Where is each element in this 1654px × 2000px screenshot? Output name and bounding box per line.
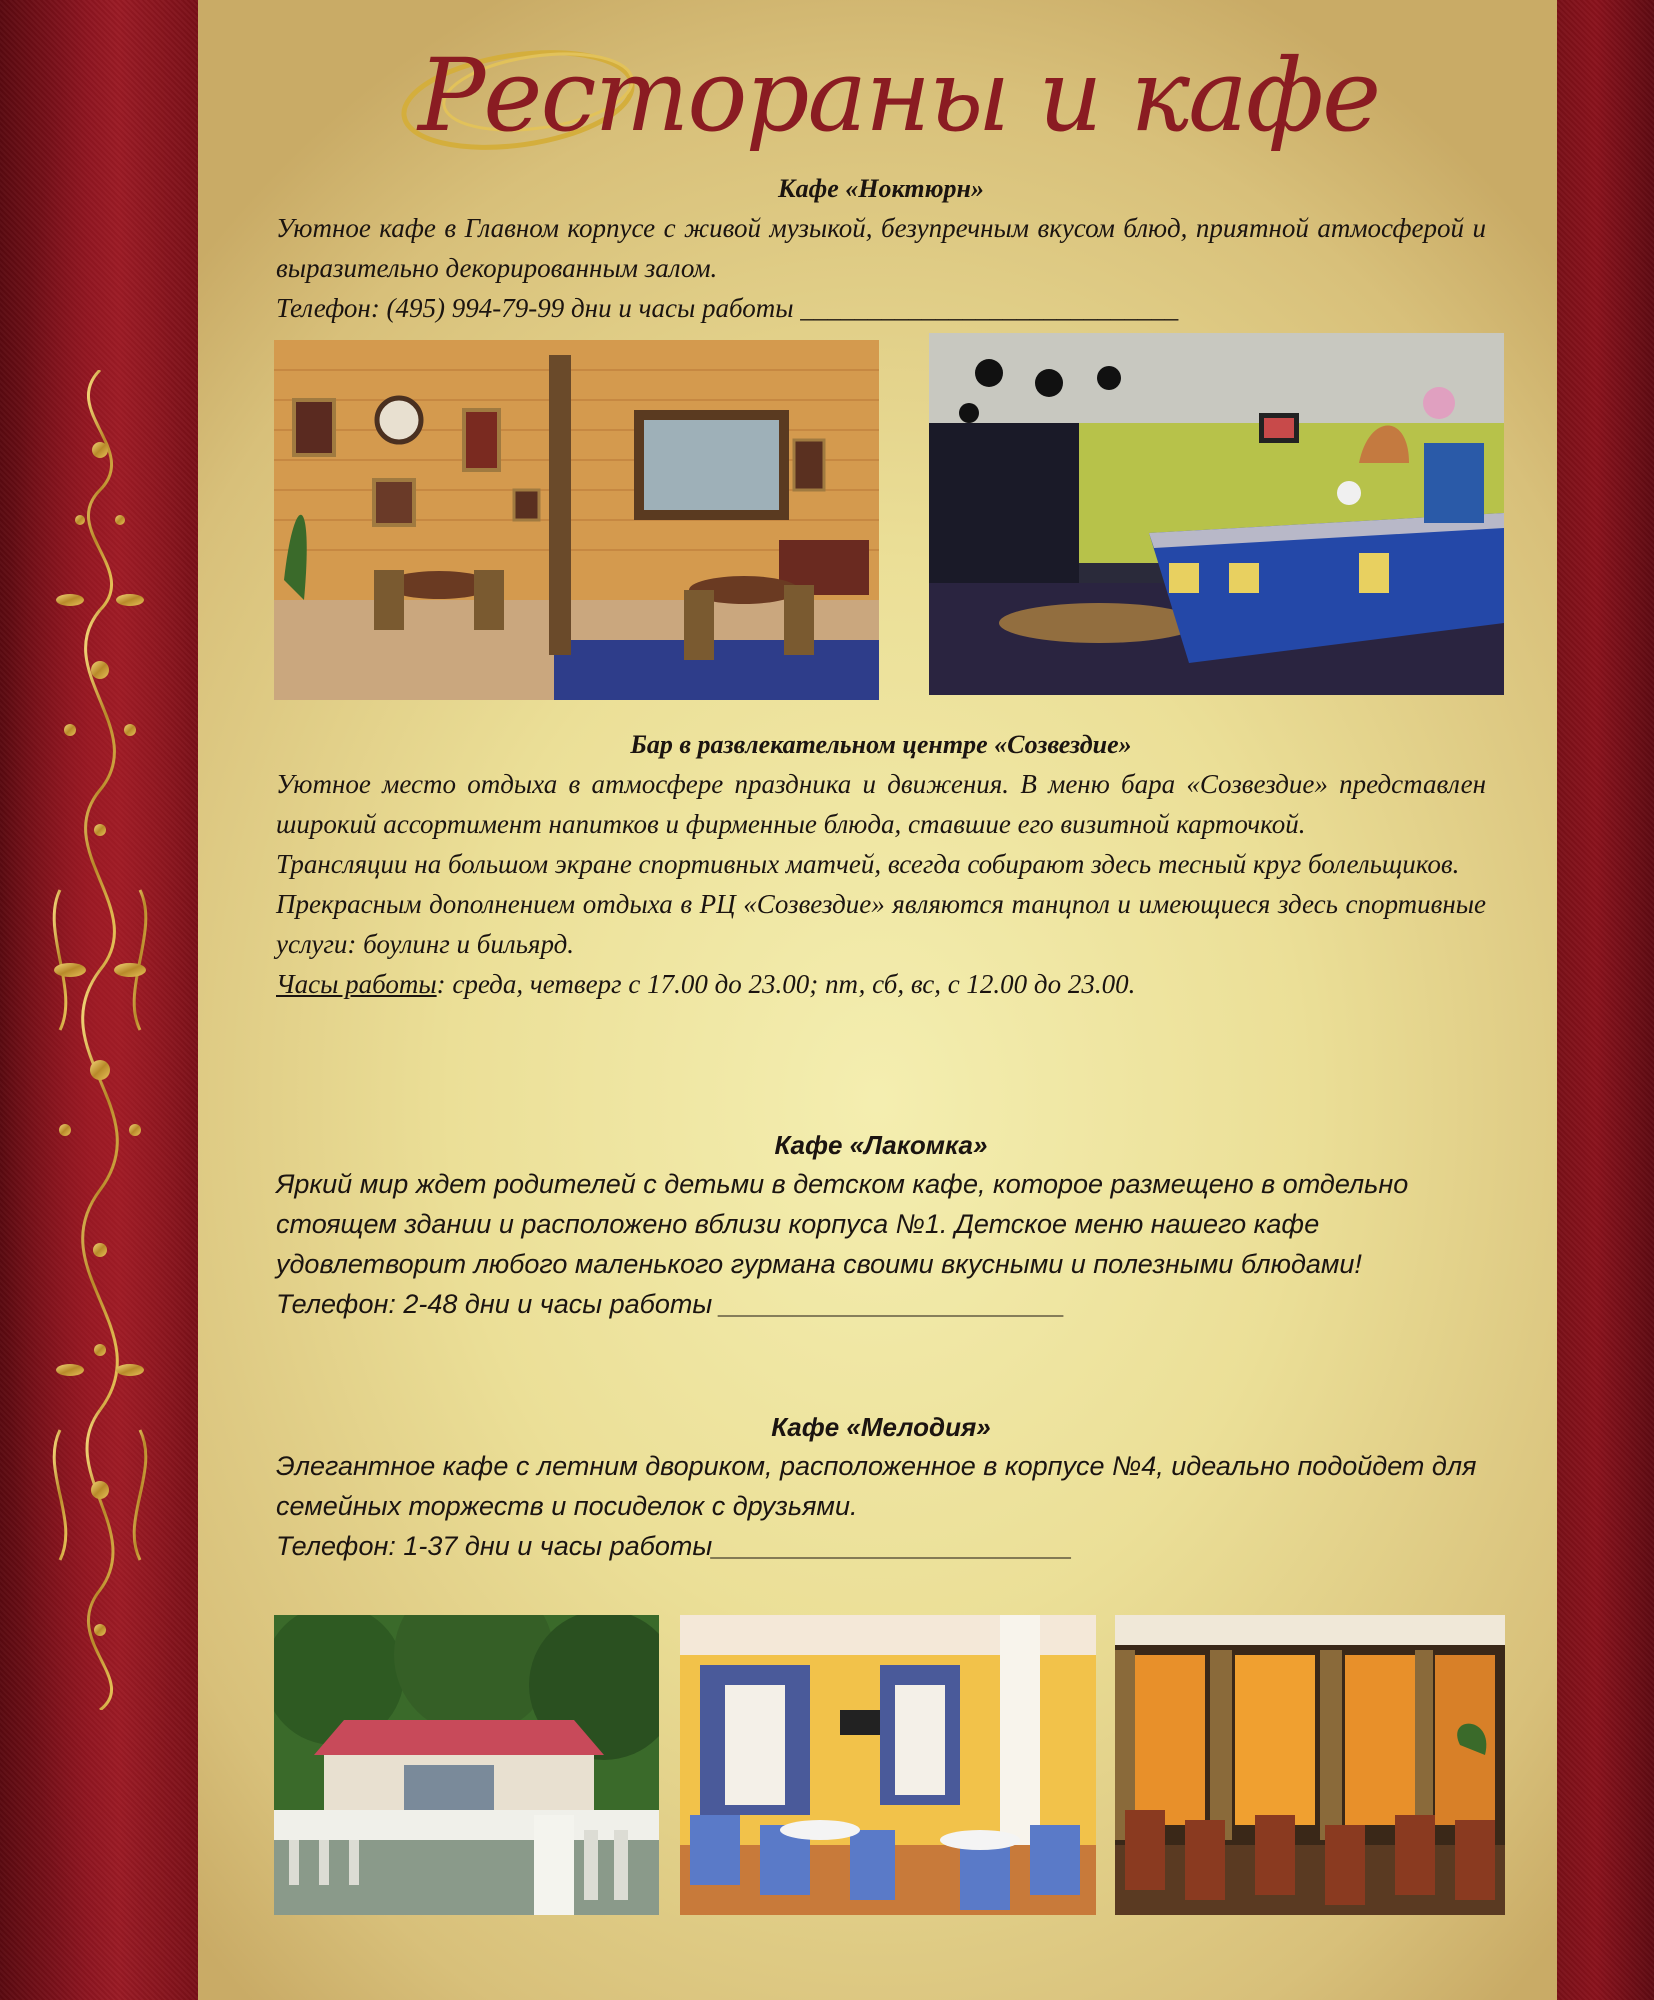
section-para-1: Уютное место отдыха в атмосфере праздника и движения. В меню бара «Созвездие» представлен широкий ассортимент напитков и фирменные блюда, ставшие его визитной карточкой.: [276, 769, 1486, 839]
photo-lakomka-building: [274, 1615, 659, 1915]
section-para-2: Трансляции на большом экране спортивных матчей, всегда собирают здесь тесный круг болельщиков.: [276, 849, 1460, 879]
section-lakomka: [276, 1126, 1486, 1324]
hours-label: Часы работы: [276, 969, 437, 999]
page-title-text: Рестораны и кафе: [418, 37, 1380, 154]
page-title: [398, 30, 1398, 160]
phone-line: Телефон: 1-37 дни и часы работы________________________: [276, 1531, 1073, 1561]
section-heading: Кафе «Ноктюрн»: [778, 174, 984, 203]
phone-line: Телефон: (495) 994-79-99 дни и часы работы ____________________________: [276, 293, 1179, 323]
section-description: Уютное кафе в Главном корпусе с живой музыкой, безупречным вкусом блюд, приятной атмосферой и выразительно декорированным залом.: [276, 213, 1486, 283]
hours-value: : среда, четверг с 17.00 до 23.00; пт, сб, вс, с 12.00 до 23.00.: [436, 969, 1136, 999]
phone-line: Телефон: 2-48 дни и часы работы _______________________: [276, 1289, 1066, 1319]
right-border: [1557, 0, 1654, 2000]
section-description: Яркий мир ждет родителей с детьми в детском кафе, которое размещено в отдельно стоящем здании и расположено вблизи корпуса №1. Детское меню нашего кафе удовлетворит любого маленького гурмана своими вкусными и полезными блюдами!: [276, 1169, 1409, 1279]
section-heading: Кафе «Мелодия»: [771, 1412, 991, 1442]
section-nocturne: [276, 170, 1486, 328]
section-para-3: Прекрасным дополнением отдыха в РЦ «Созвездие» являются танцпол и имеющиеся здесь спортивные услуги: боулинг и бильярд.: [276, 889, 1486, 959]
gold-page: [198, 0, 1557, 2000]
left-ornamental-border: [0, 0, 198, 2000]
section-constellation: [276, 726, 1486, 1004]
section-heading: Бар в развлекательном центре «Созвездие»: [630, 730, 1132, 759]
photo-melodiya-hall: [680, 1615, 1096, 1915]
section-melodiya: [276, 1408, 1486, 1566]
gold-floral-ornament: [40, 370, 160, 1710]
photo-melodiya-dining: [1115, 1615, 1505, 1915]
photo-nocturne-hall: [274, 340, 879, 700]
section-description: Элегантное кафе с летним двориком, расположенное в корпусе №4, идеально подойдет для семейных торжеств и посиделок с друзьями.: [276, 1451, 1477, 1521]
section-heading: Кафе «Лакомка»: [774, 1130, 988, 1160]
hours-line: [276, 964, 1486, 1004]
photo-constellation-bar: [929, 333, 1504, 695]
